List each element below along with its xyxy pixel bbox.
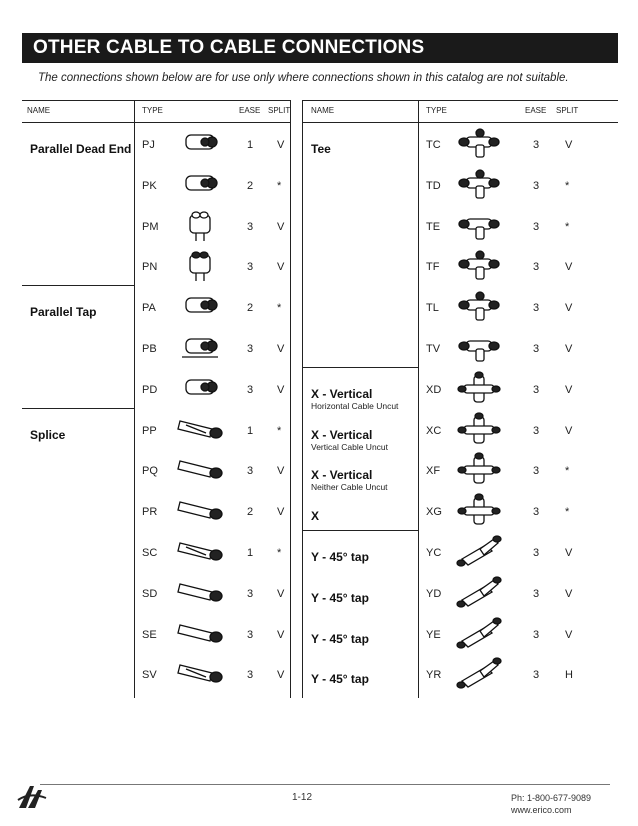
left-top-rule (22, 100, 290, 101)
split-value: V (277, 261, 285, 274)
splice-connector-icon (172, 655, 228, 693)
type-code: TE (426, 220, 441, 233)
split-value: V (277, 220, 285, 233)
type-code: PB (142, 343, 157, 355)
y-tap-connector-icon (452, 574, 508, 612)
tee-connector-icon (452, 288, 508, 326)
tee-connector-icon (452, 125, 508, 163)
ease-value: 3 (247, 628, 254, 641)
type-code: SC (142, 547, 158, 559)
right-group-name: Y - 45° tap (311, 672, 369, 687)
table-row (22, 367, 290, 408)
right-group-name: X - Vertical (311, 427, 373, 442)
parallel-tap-icon (172, 288, 228, 326)
table-row (22, 122, 290, 163)
right-top-rule (302, 100, 618, 101)
table-row (302, 489, 618, 530)
page-number: 1-12 (292, 792, 313, 803)
split-value: V (277, 587, 285, 600)
type-code: PM (142, 220, 159, 233)
split-value: * (277, 547, 282, 559)
footer-divider (40, 784, 610, 785)
left-header-ease: EASE (239, 106, 261, 115)
y-tap-connector-icon (452, 533, 508, 571)
table-row (22, 326, 290, 367)
right-group-name: X - Vertical (311, 386, 373, 401)
parallel-connector-icon (172, 166, 228, 204)
type-code: PP (142, 424, 157, 437)
right-header-ease: EASE (525, 106, 547, 115)
ease-value: 3 (247, 343, 254, 355)
right-group-name: Y - 45° tap (311, 590, 369, 605)
ease-value: 3 (247, 587, 254, 600)
table-row (302, 612, 618, 653)
table-row (302, 244, 618, 285)
split-value: V (277, 506, 285, 519)
table-row (302, 204, 618, 245)
table-row (302, 367, 618, 408)
ease-value: 3 (533, 547, 540, 559)
left-group-name: Parallel Tap (30, 305, 97, 320)
tee-connector-icon (452, 329, 508, 367)
split-value: V (565, 628, 573, 641)
type-code: XG (426, 506, 442, 519)
dead-end-connector-icon (172, 207, 228, 245)
type-code: PQ (142, 465, 158, 478)
right-header-type: TYPE (426, 106, 447, 115)
ease-value: 3 (533, 669, 540, 682)
ease-value: 3 (247, 669, 254, 682)
ease-value: 3 (247, 383, 254, 396)
split-value: V (277, 669, 285, 682)
table-row (22, 612, 290, 653)
parallel-tap-icon (172, 329, 228, 367)
split-value: * (565, 220, 570, 233)
split-value: V (277, 343, 285, 355)
split-value: V (565, 587, 573, 600)
cross-connector-icon (452, 370, 508, 408)
split-value: V (277, 383, 285, 396)
split-value: * (277, 424, 282, 437)
dead-end-connector-icon (172, 247, 228, 285)
ease-value: 3 (533, 465, 540, 478)
table-row (22, 448, 290, 489)
type-code: TF (426, 261, 440, 274)
split-value: V (565, 424, 573, 437)
ease-value: 3 (533, 179, 540, 192)
splice-connector-icon (172, 574, 228, 612)
table-row (22, 530, 290, 571)
left-header-split: SPLIT (268, 106, 291, 115)
split-value: * (277, 302, 282, 315)
right-group-name: Y - 45° tap (311, 631, 369, 646)
split-value: * (565, 465, 570, 478)
table-row (22, 408, 290, 449)
y-tap-connector-icon (452, 615, 508, 653)
split-value: H (565, 669, 573, 682)
split-value: V (565, 261, 573, 274)
table-row (302, 530, 618, 571)
parallel-connector-icon (172, 125, 228, 163)
table-row (22, 489, 290, 530)
table-row (22, 163, 290, 204)
ease-value: 3 (247, 220, 254, 233)
left-header-name: NAME (27, 106, 51, 115)
split-value: V (565, 302, 573, 315)
type-code: TL (426, 302, 439, 315)
ease-value: 2 (247, 179, 254, 192)
left-connections-table (22, 100, 290, 698)
ease-value: 3 (533, 628, 540, 641)
ease-value: 3 (533, 424, 540, 437)
split-value: V (277, 465, 285, 478)
ease-value: 3 (533, 343, 540, 355)
ease-value: 2 (247, 302, 254, 315)
right-group-subname: Horizontal Cable Uncut (311, 400, 399, 411)
type-code: YR (426, 669, 442, 682)
type-code: YE (426, 628, 441, 641)
table-row (302, 571, 618, 612)
ease-value: 3 (533, 506, 540, 519)
ease-value: 2 (247, 506, 254, 519)
right-group-name: Y - 45° tap (311, 550, 369, 564)
right-group-name: X - Vertical (311, 468, 373, 483)
splice-connector-icon (172, 615, 228, 653)
split-value: V (565, 383, 573, 396)
table-row (302, 163, 618, 204)
table-row (302, 408, 618, 449)
left-group-name: Splice (30, 427, 66, 442)
table-row (302, 326, 618, 367)
split-value: * (565, 506, 570, 519)
website: www.erico.com (511, 805, 572, 815)
split-value: V (565, 343, 573, 355)
ease-value: 3 (533, 383, 540, 396)
split-value: V (277, 628, 285, 641)
type-code: SD (142, 587, 158, 600)
y-tap-connector-icon (452, 655, 508, 693)
left-group-name: Parallel Dead End (30, 142, 132, 156)
left-outer-border (290, 100, 291, 698)
ease-value: 1 (247, 139, 254, 151)
split-value: * (565, 179, 570, 192)
type-code: XC (426, 424, 442, 437)
type-code: YD (426, 587, 442, 600)
table-row (302, 448, 618, 489)
type-code: XF (426, 465, 441, 478)
cross-connector-icon (452, 492, 508, 530)
splice-connector-icon (172, 451, 228, 489)
splice-connector-icon (172, 533, 228, 571)
tee-connector-icon (452, 207, 508, 245)
type-code: PJ (142, 139, 155, 151)
right-header-name: NAME (311, 106, 335, 115)
type-code: PR (142, 506, 158, 519)
cross-connector-icon (452, 451, 508, 489)
table-row (22, 204, 290, 245)
type-code: SE (142, 628, 157, 641)
right-group-subname: Vertical Cable Uncut (311, 441, 389, 452)
ease-value: 3 (247, 261, 254, 274)
table-row (302, 122, 618, 163)
ease-value: 3 (533, 587, 540, 600)
ease-value: 3 (533, 261, 540, 274)
split-value: * (277, 179, 282, 192)
tee-connector-icon (452, 166, 508, 204)
type-code: PD (142, 383, 158, 396)
type-code: PN (142, 261, 158, 274)
table-row (22, 244, 290, 285)
type-code: TC (426, 139, 441, 151)
type-code: PA (142, 302, 156, 315)
type-code: TD (426, 179, 441, 192)
ease-value: 1 (247, 424, 254, 437)
type-code: PK (142, 179, 157, 192)
ease-value: 3 (533, 302, 540, 315)
page-subtitle: The connections shown below are for use only where connections shown in this catalog are not suitable. (38, 72, 569, 84)
contact-info (511, 792, 591, 816)
type-code: TV (426, 343, 441, 355)
table-row (22, 285, 290, 326)
ease-value: 3 (533, 220, 540, 233)
table-row (302, 652, 618, 693)
cross-connector-icon (452, 411, 508, 449)
split-value: V (277, 139, 285, 151)
type-code: XD (426, 383, 442, 396)
tee-connector-icon (452, 247, 508, 285)
erico-logo-icon (16, 782, 48, 812)
type-code: YC (426, 547, 442, 559)
right-group-name: Tee (311, 142, 331, 156)
split-value: V (565, 139, 573, 151)
table-row (22, 652, 290, 693)
ease-value: 3 (533, 139, 540, 151)
page-title: OTHER CABLE TO CABLE CONNECTIONS (22, 33, 618, 63)
type-code: SV (142, 669, 157, 682)
splice-connector-icon (172, 411, 228, 449)
splice-connector-icon (172, 492, 228, 530)
right-group-name: X (311, 509, 320, 524)
table-row (302, 285, 618, 326)
left-header-type: TYPE (142, 106, 163, 115)
ease-value: 1 (247, 547, 254, 559)
right-group-subname: Neither Cable Uncut (311, 482, 388, 493)
phone-number: Ph: 1-800-677-9089 (511, 793, 592, 803)
parallel-tap-icon (172, 370, 228, 408)
split-value: V (565, 547, 573, 559)
table-row (22, 571, 290, 612)
right-connections-table (302, 100, 618, 698)
right-header-split: SPLIT (556, 106, 579, 115)
ease-value: 3 (247, 465, 254, 478)
